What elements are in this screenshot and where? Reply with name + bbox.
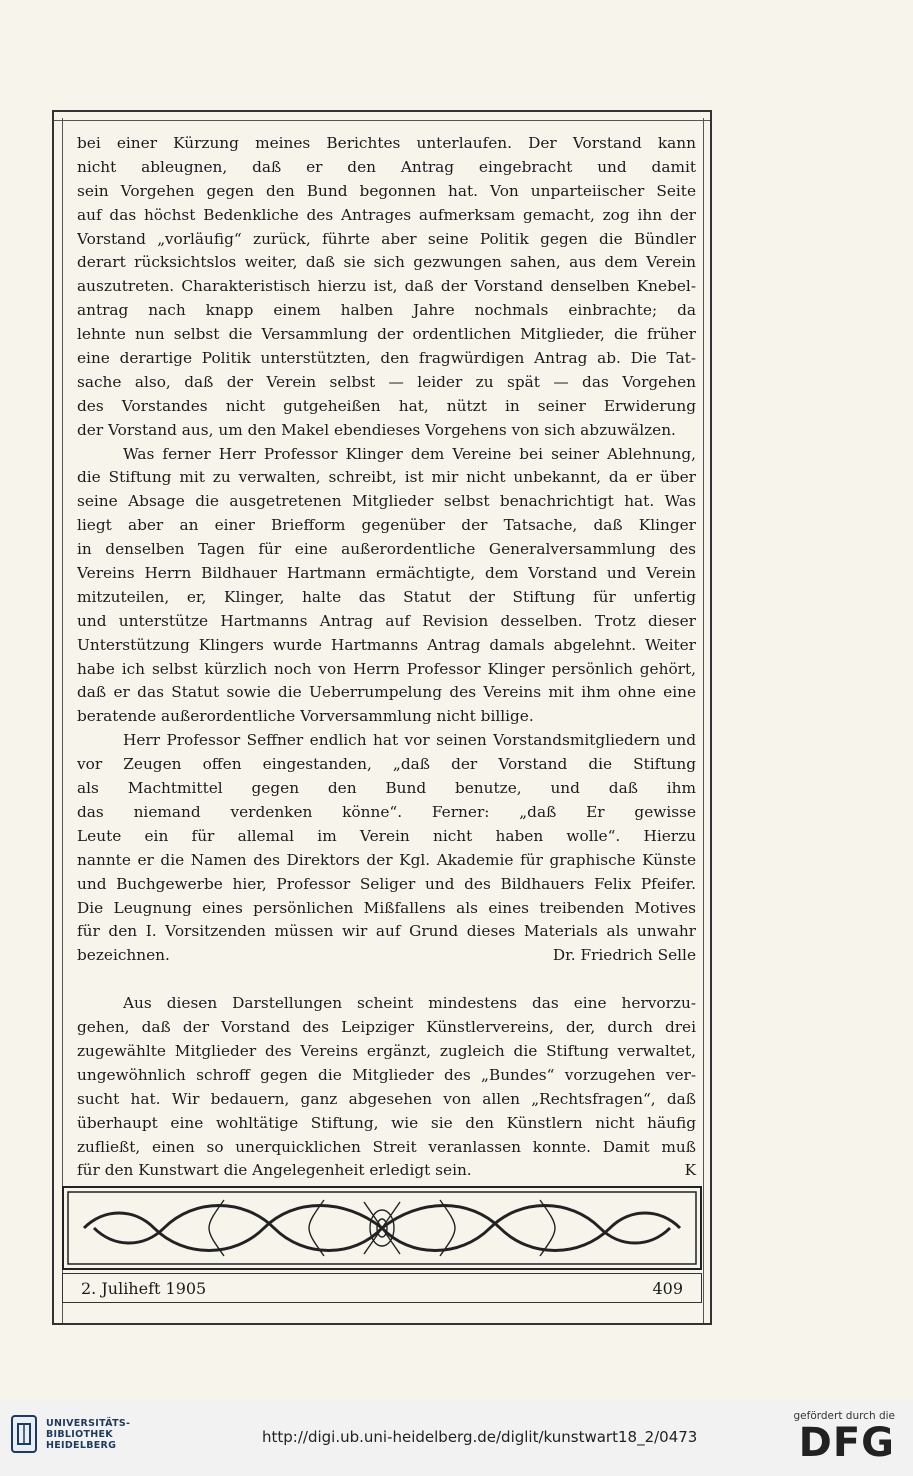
- text-line: und Buchgewerbe hier, Professor Seliger und des Bildhauers Felix Pfeifer.: [77, 874, 696, 893]
- text-line: Was ferner Herr Professor Klinger dem Vereine bei seiner Ablehnung,: [123, 444, 696, 463]
- funder-logo[interactable]: [794, 1410, 896, 1464]
- page-footer: [62, 1273, 702, 1303]
- text-line: in denselben Tagen für eine außerordentliche Generalversammlung des: [77, 540, 696, 559]
- text-line: für den I. Vorsitzenden müssen wir auf Grund dieses Materials als unwahr: [77, 922, 696, 941]
- source-url[interactable]: http://digi.ub.uni-heidelberg.de/diglit/kunstwart18_2/0473: [262, 1428, 698, 1446]
- text-line: habe ich selbst kürzlich noch von Herrn Professor Klinger persönlich gehört,: [77, 659, 696, 678]
- library-name: UNIVERSITÄTS- BIBLIOTHEK HEIDELBERG: [46, 1417, 131, 1451]
- text-line: Vorstand „vorläufig“ zurück, führte aber seine Politik gegen die Bündler: [77, 229, 696, 248]
- text-line: Aus diesen Darstellungen scheint mindestens das eine hervorzu-: [123, 994, 696, 1013]
- text-line: nicht ableugnen, daß er den Antrag eingebracht und damit: [77, 157, 696, 176]
- editor-sign-row: [77, 1159, 696, 1183]
- text-line: sucht hat. Wir bedauern, ganz abgesehen von allen „Rechtsfragen“, daß: [77, 1089, 696, 1108]
- text-line: die Stiftung mit zu verwalten, schreibt, ist mir nicht unbekannt, da er über: [77, 468, 696, 487]
- paragraph-gap: [77, 968, 696, 992]
- text-line: Unterstützung Klingers wurde Hartmanns Antrag damals abgelehnt. Weiter: [77, 635, 696, 654]
- ornament-swirl-icon: [64, 1188, 700, 1268]
- text-line: das niemand verdenken könne“. Ferner: „daß Er gewisse: [77, 802, 696, 821]
- text-line: für den Kunstwart die Angelegenheit erledigt sein.: [77, 1161, 472, 1180]
- bottom-frame-rule: [52, 1305, 710, 1325]
- issue-label: 2. Juliheft 1905: [81, 1278, 207, 1298]
- signature-row: [77, 944, 696, 968]
- funder-caption: gefördert durch die: [793, 1410, 895, 1422]
- text-line: bezeichnen.: [77, 946, 170, 965]
- article-text: [77, 132, 696, 1183]
- text-line: Leute ein für allemal im Verein nicht haben wolle“. Hierzu: [77, 826, 696, 845]
- text-line: vor Zeugen offen eingestanden, „daß der Vorstand die Stiftung: [77, 755, 696, 774]
- university-seal-icon: [10, 1414, 38, 1454]
- text-line: und unterstütze Hartmanns Antrag auf Revision desselben. Trotz dieser: [77, 611, 696, 630]
- text-line: sache also, daß der Verein selbst — leider zu spät — das Vorgehen: [77, 372, 696, 391]
- page-number: 409: [652, 1278, 683, 1298]
- text-line: derart rücksichtslos weiter, daß sie sich gezwungen sahen, aus dem Verein: [77, 253, 696, 272]
- paragraph-1: [77, 132, 696, 443]
- text-line: mitzuteilen, er, Klinger, halte das Statut der Stiftung für unfertig: [77, 587, 696, 606]
- text-line: Die Leugnung eines persönlichen Mißfallens als eines treibenden Motives: [77, 898, 696, 917]
- art-nouveau-ornament: [62, 1186, 702, 1270]
- editor-initial: K: [684, 1161, 696, 1180]
- text-line: des Vorstandes nicht gutgeheißen hat, nützt in seiner Erwiderung: [77, 396, 696, 415]
- text-line: der Vorstand aus, um den Makel ebendieses Vorgehens von sich abzuwälzen.: [77, 420, 676, 439]
- text-line: zufließt, einen so unerquicklichen Streit veranlassen konnte. Damit muß: [77, 1137, 696, 1156]
- text-line: auf das höchst Bedenkliche des Antrages aufmerksam gemacht, zog ihn der: [77, 205, 696, 224]
- text-line: liegt aber an einer Briefform gegenüber der Tatsache, daß Klinger: [77, 516, 696, 535]
- text-line: nannte er die Namen des Direktors der Kgl. Akademie für graphische Künste: [77, 850, 696, 869]
- text-line: seine Absage die ausgetretenen Mitglieder selbst benachrichtigt hat. Was: [77, 492, 696, 511]
- text-line: überhaupt eine wohltätige Stiftung, wie sie den Künstlern nicht häufig: [77, 1113, 696, 1132]
- paragraph-3: [77, 729, 696, 968]
- text-line: antrag nach knapp einem halben Jahre nochmals einbrachte; da: [77, 301, 696, 320]
- digitization-bar: [0, 1400, 913, 1476]
- text-line: Herr Professor Seffner endlich hat vor seinen Vorstandsmitgliedern und: [123, 731, 696, 750]
- text-line: beratende außerordentliche Vorversammlung nicht billige.: [77, 707, 534, 726]
- paragraph-2: [77, 443, 696, 730]
- text-line: gehen, daß der Vorstand des Leipziger Künstlervereins, der, durch drei: [77, 1018, 696, 1037]
- paragraph-4: [77, 992, 696, 1183]
- text-line: auszutreten. Charakteristisch hierzu ist, daß der Vorstand denselben Knebel-: [77, 277, 696, 296]
- library-logo[interactable]: [10, 1414, 130, 1454]
- text-line: ungewöhnlich schroff gegen die Mitglieder des „Bundes“ vorzugehen ver-: [77, 1065, 696, 1084]
- text-line: zugewählte Mitglieder des Vereins ergänzt, zugleich die Stiftung verwaltet,: [77, 1041, 696, 1060]
- text-line: lehnte nun selbst die Versammlung der ordentlichen Mitglieder, die früher: [77, 325, 696, 344]
- text-line: sein Vorgehen gegen den Bund begonnen hat. Von unparteiischer Seite: [77, 181, 696, 200]
- text-line: Vereins Herrn Bildhauer Hartmann ermächtigte, dem Vorstand und Verein: [77, 564, 696, 583]
- text-line: bei einer Kürzung meines Berichtes unterlaufen. Der Vorstand kann: [77, 134, 696, 152]
- author-signature: Dr. Friedrich Selle: [552, 946, 696, 965]
- text-line: daß er das Statut sowie die Ueberrumpelung des Vereins mit ihm ohne eine: [77, 683, 696, 702]
- text-line: eine derartige Politik unterstützten, den fragwürdigen Antrag ab. Die Tat-: [77, 349, 696, 368]
- dfg-logo-icon: DFG: [798, 1420, 895, 1466]
- text-line: als Machtmittel gegen den Bund benutze, und daß ihm: [77, 779, 696, 798]
